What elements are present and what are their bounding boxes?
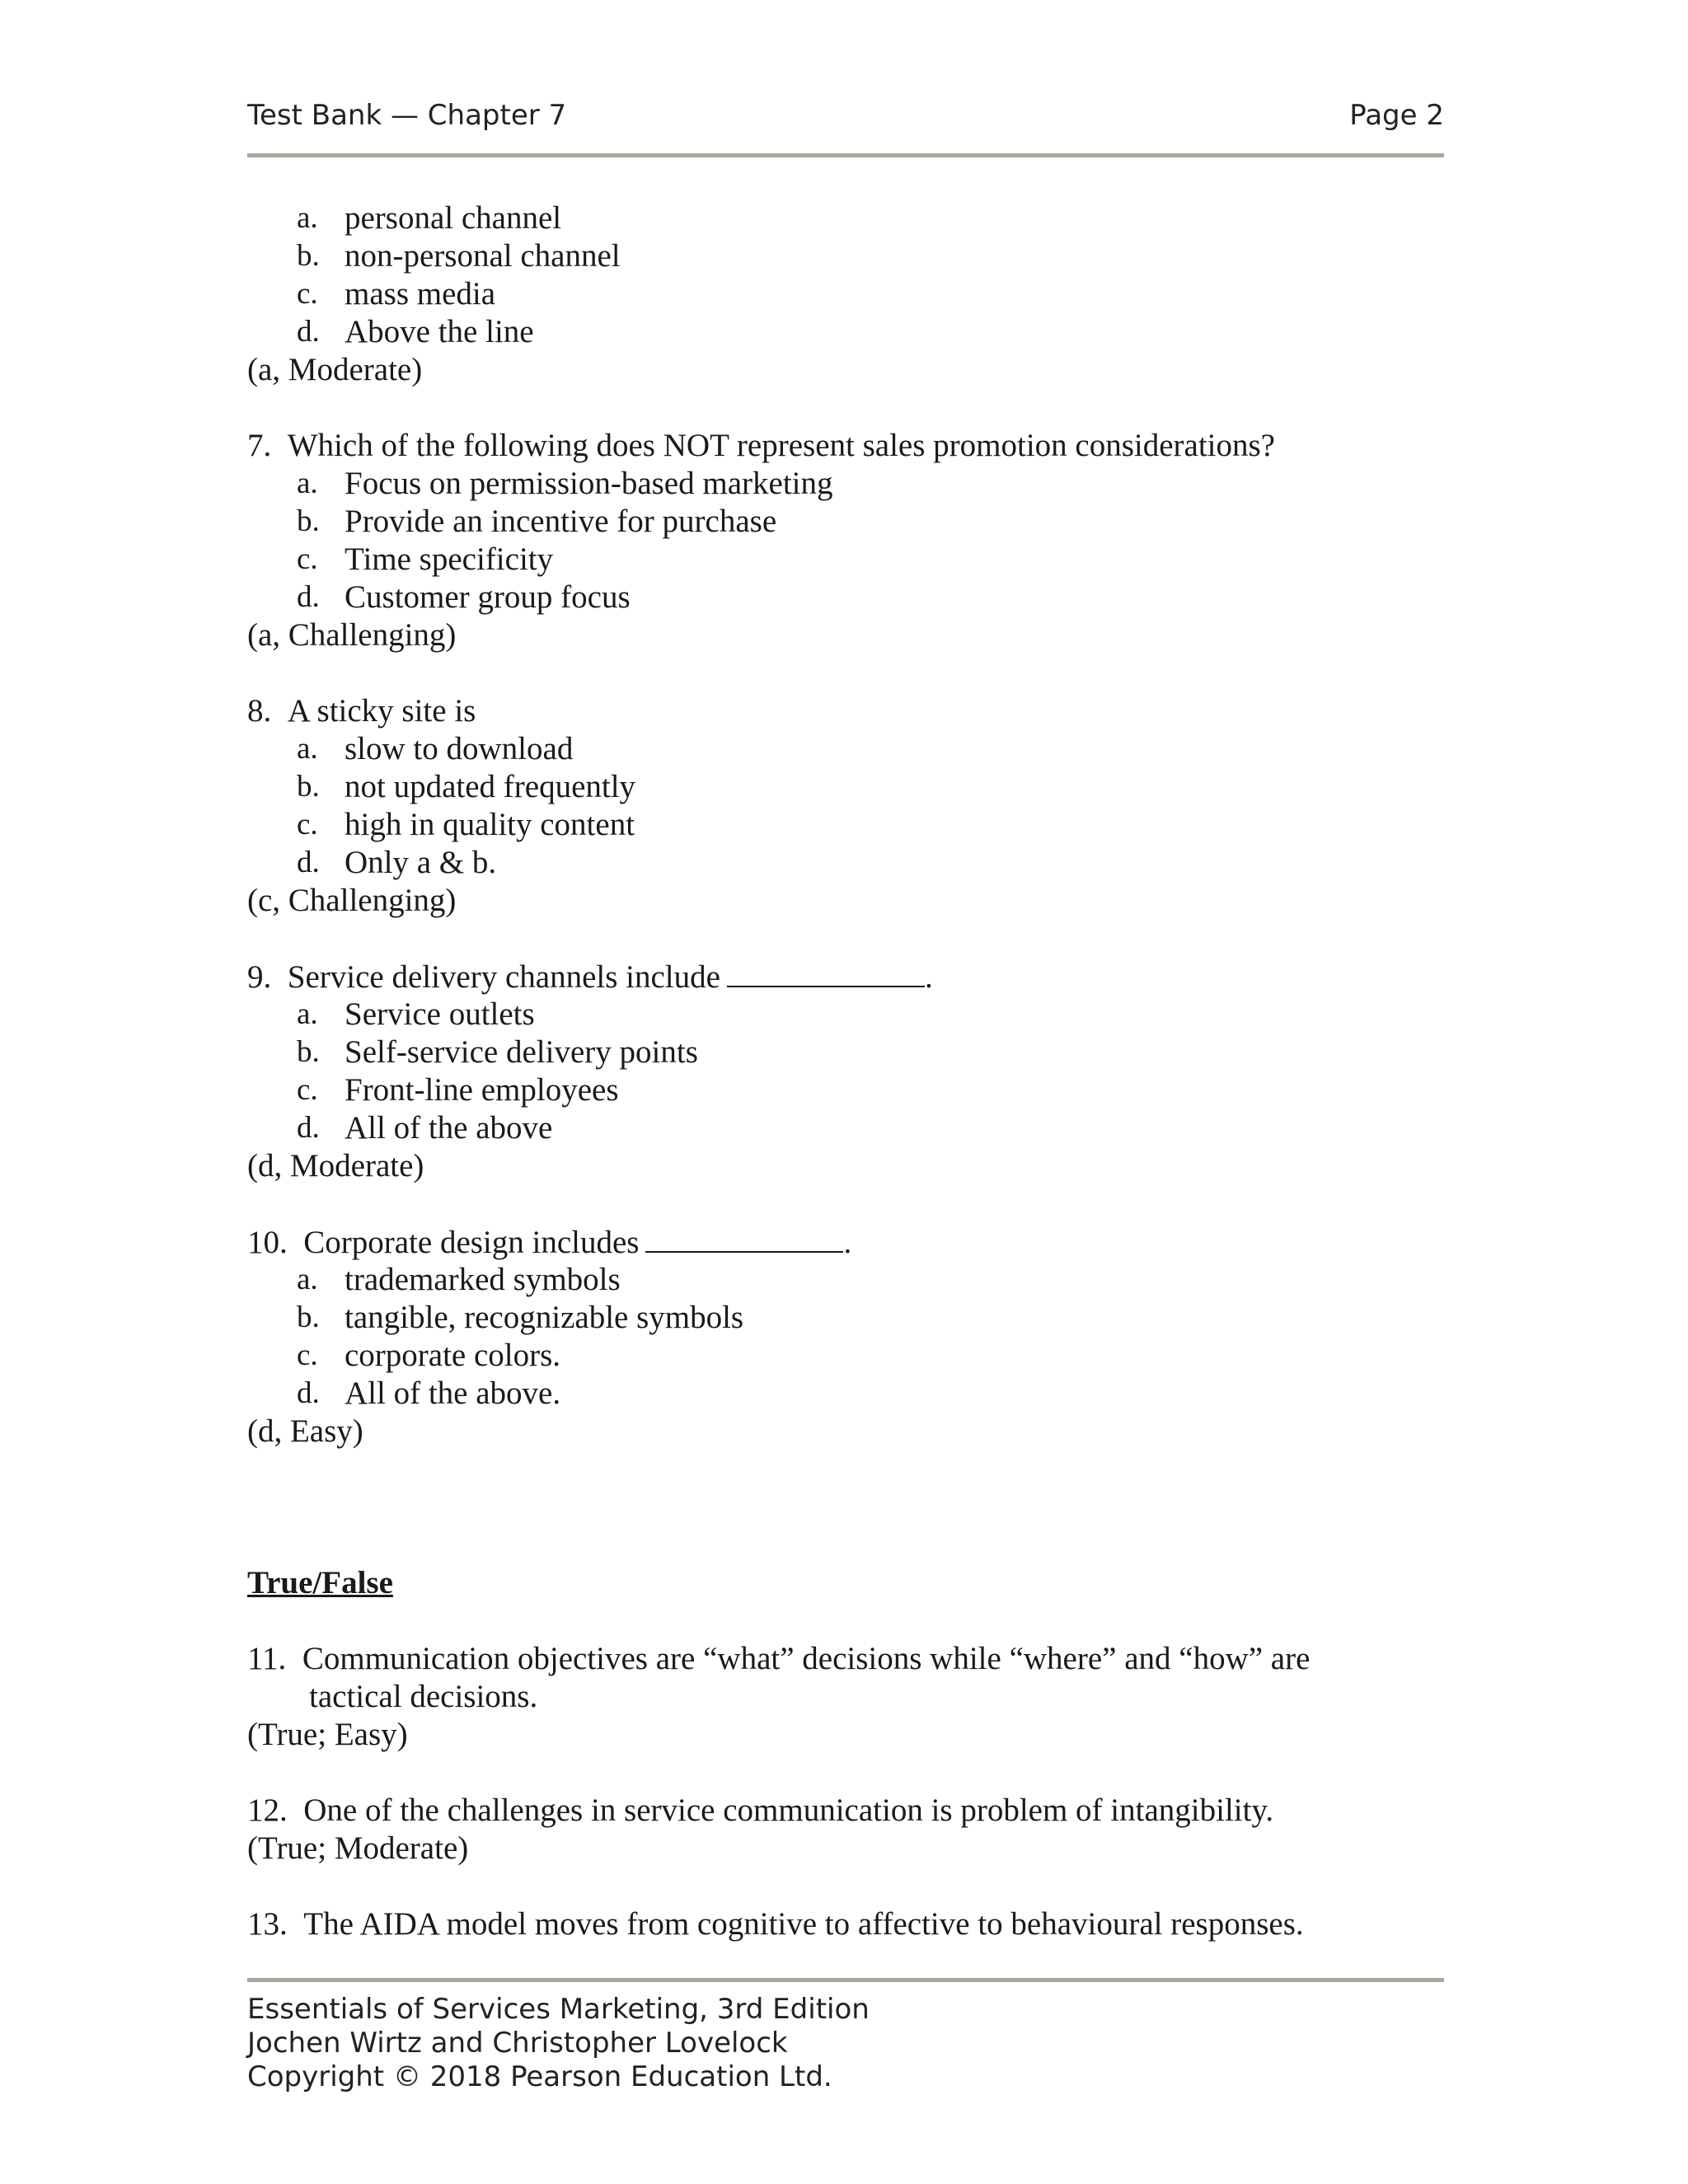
option-c: c. high in quality content — [297, 807, 635, 842]
answer-key: (d, Easy) — [247, 1413, 363, 1449]
question-stem: 7. Which of the following does NOT represent sales promotion considerations? — [247, 428, 1275, 463]
question-stem: 9. Service delivery channels include . — [247, 959, 933, 995]
section-title: True/False — [247, 1565, 393, 1601]
answer-key: (True; Easy) — [247, 1717, 408, 1752]
question-6-continued — [247, 199, 1444, 389]
option-c: c. mass media — [297, 276, 496, 312]
answer-blank — [645, 1223, 843, 1253]
header-rule — [247, 153, 1444, 157]
option-b: b. non-personal channel — [297, 238, 621, 274]
option-c: c. Time specificity — [297, 541, 554, 577]
question-10 — [247, 1223, 1444, 1451]
question-8 — [247, 692, 1444, 920]
question-stem-continued: tactical decisions. — [309, 1679, 538, 1714]
option-c: c. corporate colors. — [297, 1338, 561, 1373]
option-d: d. Above the line — [297, 314, 534, 349]
question-stem: 10. Corporate design includes . — [247, 1225, 852, 1260]
page-footer — [247, 1993, 1444, 2094]
option-b: b. tangible, recognizable symbols — [297, 1300, 744, 1335]
page-header — [247, 99, 1444, 140]
option-a: a. slow to download — [297, 731, 574, 766]
option-a: a. Focus on permission-based marketing — [297, 466, 833, 501]
option-b: b. not updated frequently — [297, 769, 636, 804]
footer-copyright: Copyright © 2018 Pearson Education Ltd. — [247, 2060, 832, 2093]
question-stem: 13. The AIDA model moves from cognitive to affective to behavioural responses. — [247, 1906, 1304, 1942]
question-7 — [247, 427, 1444, 654]
option-b: b. Self-service delivery points — [297, 1034, 698, 1070]
footer-book-title: Essentials of Services Marketing, 3rd Edition — [247, 1993, 870, 2026]
question-12 — [247, 1792, 1444, 1868]
header-title: Test Bank — Chapter 7 — [247, 99, 567, 132]
question-13 — [247, 1905, 1444, 1943]
option-d: d. All of the above — [297, 1110, 553, 1146]
question-stem: 8. A sticky site is — [247, 693, 476, 729]
question-stem: 11. Communication objectives are “what” decisions while “where” and “how” are — [247, 1641, 1311, 1676]
answer-key: (a, Challenging) — [247, 617, 457, 653]
page-number: Page 2 — [1349, 99, 1444, 132]
question-stem: 12. One of the challenges in service communication is problem of intangibility. — [247, 1793, 1274, 1828]
page-body — [247, 199, 1444, 1943]
option-a: a. Service outlets — [297, 996, 535, 1032]
footer-authors: Jochen Wirtz and Christopher Lovelock — [247, 2027, 788, 2060]
answer-key: (True; Moderate) — [247, 1830, 469, 1866]
option-a: a. personal channel — [297, 200, 562, 236]
answer-key: (d, Moderate) — [247, 1148, 424, 1183]
option-b: b. Provide an incentive for purchase — [297, 504, 777, 539]
answer-key: (a, Moderate) — [247, 352, 423, 387]
question-11 — [247, 1640, 1444, 1754]
question-9 — [247, 958, 1444, 1185]
footer-rule — [247, 1978, 1444, 1982]
option-a: a. trademarked symbols — [297, 1262, 621, 1297]
option-d: d. All of the above. — [297, 1376, 561, 1411]
answer-blank — [727, 958, 925, 987]
option-d: d. Customer group focus — [297, 579, 631, 615]
option-c: c. Front-line employees — [297, 1072, 619, 1108]
answer-key: (c, Challenging) — [247, 883, 457, 918]
option-d: d. Only a & b. — [297, 845, 497, 880]
